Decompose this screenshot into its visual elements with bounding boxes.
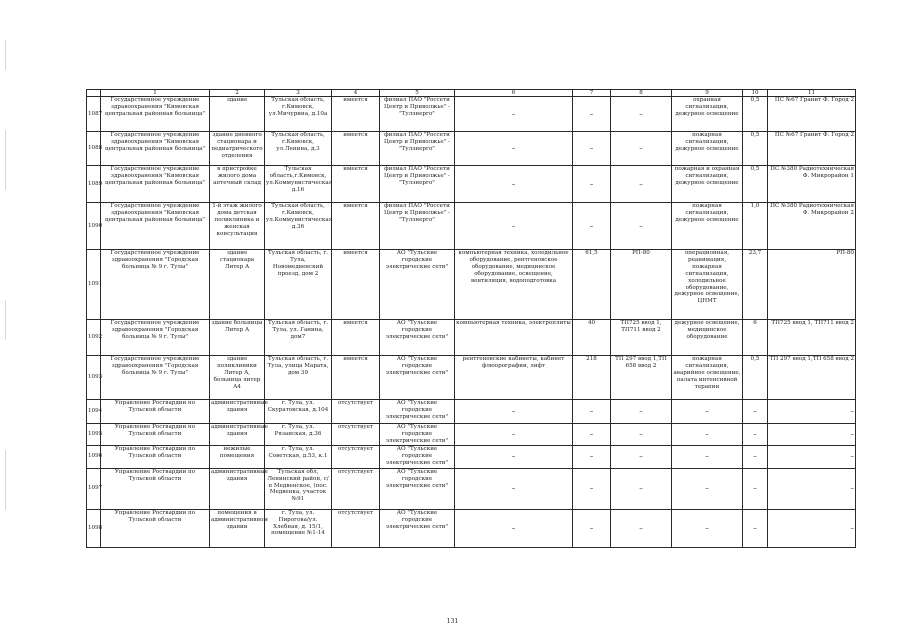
table-body — [87, 97, 856, 548]
table-cell: ТП725 ввод 1, ТП711 ввод 2 — [611, 320, 672, 356]
table-cell: Тульская область, г.Кимовск, ул.Коммунистическая д.36 — [265, 203, 332, 250]
table-cell: – — [672, 509, 743, 547]
header-cell-index — [87, 90, 101, 97]
table-cell: – — [611, 166, 672, 203]
row-number: 1096 — [87, 445, 101, 468]
table-cell: – — [455, 132, 573, 166]
table-cell: здание стационара Литер А — [210, 250, 265, 320]
table-row — [87, 97, 856, 132]
table-cell: – — [455, 445, 573, 468]
table-cell: филиал ПАО "Россети Центр и Приволжье" - "Тулэнерго" — [380, 97, 455, 132]
header-cell: 11 — [768, 90, 856, 97]
table-cell: ПС №67 Гранит Ф. Город 2 — [768, 132, 856, 166]
table-cell: – — [611, 97, 672, 132]
row-number: 1090 — [87, 203, 101, 250]
table-cell: Управление Росгвардии по Тульской области — [101, 424, 210, 446]
table-cell: рентгеновские кабинеты, кабинет флюорографии, лифт — [455, 356, 573, 400]
table-cell: административные здания — [210, 468, 265, 509]
table-cell: – — [611, 509, 672, 547]
table-cell: – — [743, 424, 768, 446]
table-cell: АО "Тульские городские электрические сети" — [380, 445, 455, 468]
table-cell: – — [573, 97, 611, 132]
table-cell: АО "Тульские городские электрические сети" — [380, 320, 455, 356]
row-number: 1089 — [87, 166, 101, 203]
table-cell: в пристройке жилого дома аптечный склад — [210, 166, 265, 203]
header-cell: 4 — [332, 90, 380, 97]
table-cell: ТП 297 ввод 1,ТП 658 ввод 2 — [611, 356, 672, 400]
table-cell: имеется — [332, 320, 380, 356]
row-number: 1093 — [87, 356, 101, 400]
table-cell: здание больницы Литер А — [210, 320, 265, 356]
table-cell: Управление Росгвардии по Тульской области — [101, 468, 210, 509]
table-cell: Государственное учреждение здравоохранения "Кимовская центральная районная больница" — [101, 132, 210, 166]
table-cell: – — [768, 509, 856, 547]
table-cell: – — [768, 445, 856, 468]
scan-edge-mark — [5, 130, 6, 190]
table-cell: имеется — [332, 203, 380, 250]
table-cell: операционная, реанимация, пожарная сигнализация, холодильное оборудование, дежурное освещение, ЦНМТ — [672, 250, 743, 320]
facilities-table — [86, 89, 856, 548]
table-cell: АО "Тульские городские электрические сети" — [380, 424, 455, 446]
table-cell: Тульская область, г.Кимовск, ул.Ленина, д.3 — [265, 132, 332, 166]
table-cell: – — [573, 203, 611, 250]
scan-edge-mark — [5, 40, 6, 70]
table-cell: – — [573, 424, 611, 446]
table-cell: АО "Тульские городские электрические сети" — [380, 250, 455, 320]
header-cell: 8 — [611, 90, 672, 97]
table-cell: – — [455, 400, 573, 424]
table-cell: имеется — [332, 356, 380, 400]
table-cell: компьютерная техника, электроплиты — [455, 320, 573, 356]
table-cell: ТП725 ввод 1, ТП711 ввод 2 — [768, 320, 856, 356]
table-cell: Государственное учреждение здравоохранения "Кимовская центральная районная больница" — [101, 203, 210, 250]
table-cell: ПС №380 Радиотехническая Ф. Микрорайон 2 — [768, 203, 856, 250]
header-cell: 1 — [101, 90, 210, 97]
row-number: 1097 — [87, 468, 101, 509]
table-row — [87, 250, 856, 320]
table-cell: – — [573, 468, 611, 509]
table-cell: – — [672, 445, 743, 468]
row-number: 1092 — [87, 320, 101, 356]
table-cell: – — [455, 424, 573, 446]
table-row — [87, 356, 856, 400]
table-cell: Тульская область, г. Тула, улица Марата, дом 39 — [265, 356, 332, 400]
table-cell: – — [611, 468, 672, 509]
table-cell: пожарная и охранная сигнализация, дежурное освещение — [672, 166, 743, 203]
table-cell: пожарная сигнализация, дежурное освещение — [672, 203, 743, 250]
table-cell: пожарная сигнализация, дежурное освещение — [672, 132, 743, 166]
table-cell: 61,5 — [573, 250, 611, 320]
table-row — [87, 132, 856, 166]
table-cell: филиал ПАО "Россети Центр и Приволжье" - "Тулэнерго" — [380, 203, 455, 250]
table-cell: Тульская область, г. Тула, Новомедвенский проезд, дом 2 — [265, 250, 332, 320]
table-cell: – — [573, 445, 611, 468]
row-number: 1098 — [87, 509, 101, 547]
table-cell: – — [672, 468, 743, 509]
table-cell: здание — [210, 97, 265, 132]
table-cell: Тульская область,г.Кимовск, ул.Коммунистическая д.16 — [265, 166, 332, 203]
table-row — [87, 166, 856, 203]
table-cell: г. Тула, ул. Скуратовская, д.104 — [265, 400, 332, 424]
table-cell: 23,7 — [743, 250, 768, 320]
table-cell: Государственное учреждение здравоохранения "Городская больница № 9 г. Тулы" — [101, 356, 210, 400]
table-cell: дежурное освещение, медицинское оборудование — [672, 320, 743, 356]
document-table-container — [86, 89, 855, 548]
table-cell: АО "Тульские городские электрические сети" — [380, 400, 455, 424]
table-row — [87, 468, 856, 509]
table-cell: – — [743, 509, 768, 547]
table-cell: филиал ПАО "Россети Центр и Приволжье" - "Тулэнерго" — [380, 132, 455, 166]
scan-edge-mark — [5, 450, 6, 510]
table-cell: – — [611, 132, 672, 166]
table-cell: компьютерная техника, холодильное оборудование, рентгеновское оборудование, медицинское оборудование, освещение, вентиляция, водоподготовка — [455, 250, 573, 320]
table-cell: Управление Росгвардии по Тульской области — [101, 509, 210, 547]
table-cell: отсутствует — [332, 509, 380, 547]
table-cell: 0,5 — [743, 132, 768, 166]
table-row — [87, 445, 856, 468]
table-cell: – — [672, 400, 743, 424]
row-number: 1091 — [87, 250, 101, 320]
table-cell: отсутствует — [332, 424, 380, 446]
table-cell: отсутствует — [332, 400, 380, 424]
table-cell: помещения в административном здании — [210, 509, 265, 547]
table-cell: отсутствует — [332, 468, 380, 509]
table-cell: – — [573, 400, 611, 424]
table-cell: пожарная сигнализация, аварийное освещение, палата интенсивной терапии — [672, 356, 743, 400]
table-cell: 0,5 — [743, 97, 768, 132]
table-cell: Управление Росгвардии по Тульской области — [101, 400, 210, 424]
table-cell: ПС №380 Радиотехническая Ф. Микрорайон 1 — [768, 166, 856, 203]
table-cell: здание дневного стационара и педиатрического отделения — [210, 132, 265, 166]
table-cell: имеется — [332, 250, 380, 320]
table-cell: г. Тула, ул. Пирогова/ул. Хлебная, д. 15/1, помещение №1-14 — [265, 509, 332, 547]
table-cell: здание поликлиники Литер А, больница литер А4 — [210, 356, 265, 400]
table-cell: – — [611, 445, 672, 468]
table-cell: Государственное учреждение здравоохранения "Городская больница № 9 г. Тулы" — [101, 250, 210, 320]
table-cell: – — [743, 468, 768, 509]
row-number: 1087 — [87, 97, 101, 132]
table-cell: имеется — [332, 166, 380, 203]
table-cell: АО "Тульские городские электрические сети" — [380, 468, 455, 509]
table-cell: РП-80 — [768, 250, 856, 320]
table-cell: – — [455, 509, 573, 547]
table-cell: – — [455, 203, 573, 250]
table-cell: имеется — [332, 97, 380, 132]
table-cell: – — [455, 468, 573, 509]
table-cell: Тульская область, г.Кимовск, ул.Мичурина, д.10а — [265, 97, 332, 132]
table-cell: – — [573, 509, 611, 547]
header-cell: 5 — [380, 90, 455, 97]
table-cell: 0,5 — [743, 166, 768, 203]
table-cell: 6 — [743, 320, 768, 356]
table-cell: ПС №67 Гранит Ф. Город 2 — [768, 97, 856, 132]
page-number: 131 — [446, 618, 459, 625]
table-cell: отсутствует — [332, 445, 380, 468]
table-cell: – — [743, 445, 768, 468]
table-cell: Государственное учреждение здравоохранения "Городская больница № 9 г. Тулы" — [101, 320, 210, 356]
table-cell: имеется — [332, 132, 380, 166]
table-cell: 0,5 — [743, 356, 768, 400]
table-cell: – — [768, 424, 856, 446]
table-row — [87, 424, 856, 446]
table-cell: нежилые помещения — [210, 445, 265, 468]
table-cell: 1,0 — [743, 203, 768, 250]
row-number: 1088 — [87, 132, 101, 166]
table-cell: – — [611, 203, 672, 250]
table-cell: РП-80 — [611, 250, 672, 320]
table-cell: – — [573, 132, 611, 166]
header-row — [87, 90, 856, 97]
table-cell: 1-й этаж жилого дома детская поликлиника и женская консультация — [210, 203, 265, 250]
table-cell: Тульская обл, Ленинский район, с/п Медвенское, (пос. Медвенка, участок №91 — [265, 468, 332, 509]
table-cell: административные здания — [210, 424, 265, 446]
header-cell: 10 — [743, 90, 768, 97]
row-number: 1095 — [87, 424, 101, 446]
row-number: 1094 — [87, 400, 101, 424]
table-cell: 40 — [573, 320, 611, 356]
table-cell: филиал ПАО "Россети Центр и Приволжье" - "Тулэнерго" — [380, 166, 455, 203]
table-cell: Управление Росгвардии по Тульской области — [101, 445, 210, 468]
table-cell: – — [743, 400, 768, 424]
table-cell: ТП 297 ввод 1,ТП 658 ввод 2 — [768, 356, 856, 400]
table-cell: 218 — [573, 356, 611, 400]
table-cell: – — [455, 97, 573, 132]
table-header — [87, 90, 856, 97]
header-cell: 9 — [672, 90, 743, 97]
table-row — [87, 400, 856, 424]
table-cell: Тульская область, г. Тула, ул. Ганина, дом7 — [265, 320, 332, 356]
table-cell: АО "Тульские городские электрические сети" — [380, 509, 455, 547]
table-cell: г. Тула, ул. Советская, д.53, к.1 — [265, 445, 332, 468]
header-cell: 7 — [573, 90, 611, 97]
table-row — [87, 203, 856, 250]
table-cell: – — [573, 166, 611, 203]
table-cell: АО "Тульские городские электрические сети" — [380, 356, 455, 400]
table-cell: – — [768, 468, 856, 509]
table-row — [87, 320, 856, 356]
table-cell: – — [672, 424, 743, 446]
table-cell: – — [455, 166, 573, 203]
table-cell: Государственное учреждение здравоохранения "Кимовская центральная районная больница" — [101, 166, 210, 203]
table-cell: – — [768, 400, 856, 424]
table-cell: Государственное учреждение здравоохранения "Кимовская центральная районная больница" — [101, 97, 210, 132]
table-cell: г. Тула, ул. Рязанская, д.36 — [265, 424, 332, 446]
table-cell: – — [611, 424, 672, 446]
table-cell: – — [611, 400, 672, 424]
scan-edge-mark — [5, 300, 6, 340]
header-cell: 2 — [210, 90, 265, 97]
header-cell: 6 — [455, 90, 573, 97]
table-row — [87, 509, 856, 547]
header-cell: 3 — [265, 90, 332, 97]
table-cell: охранная сигнализация, дежурное освещение — [672, 97, 743, 132]
table-cell: административные здания — [210, 400, 265, 424]
